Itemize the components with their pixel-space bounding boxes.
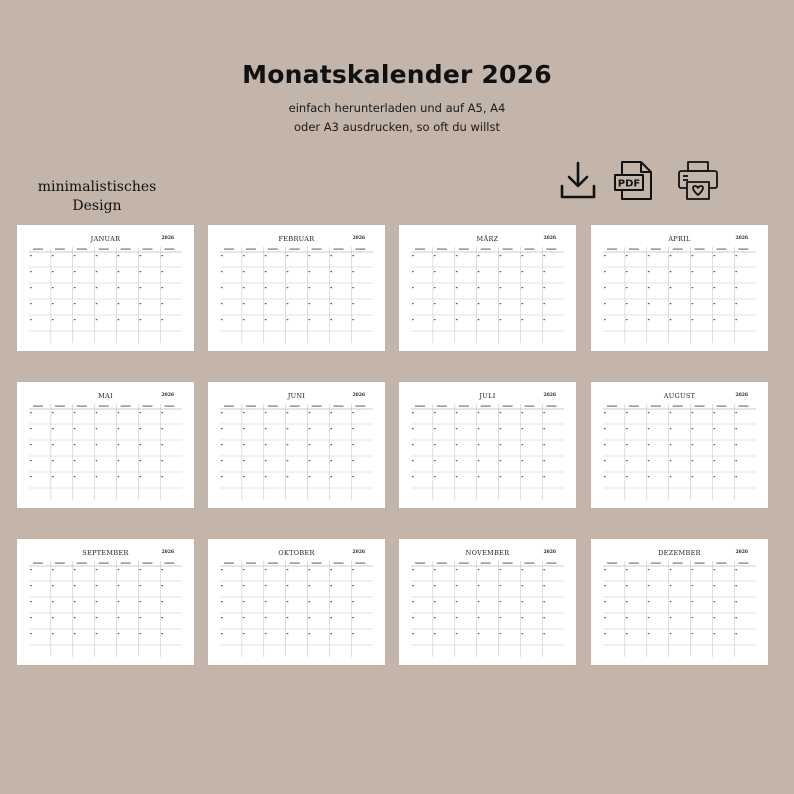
year-label: 2026: [161, 550, 174, 555]
month-title: JUNI: [287, 392, 306, 400]
year-label: 2026: [352, 393, 365, 398]
month-title: APRIL: [668, 235, 691, 243]
calendar-card: [208, 225, 385, 351]
calendar-card: [591, 382, 768, 508]
year-label: 2026: [543, 550, 556, 555]
calendar-card: [17, 225, 194, 351]
year-label: 2026: [735, 393, 748, 398]
month-title: AUGUST: [663, 392, 696, 400]
month-grid: [220, 402, 375, 502]
month-title: MAI: [98, 392, 113, 400]
year-label: 2026: [735, 236, 748, 241]
month-grid: [603, 402, 758, 502]
month-title: JULI: [479, 392, 496, 400]
year-label: 2026: [735, 550, 748, 555]
download-icon: [558, 160, 598, 202]
tagline: [22, 178, 172, 216]
month-grid: [411, 245, 566, 345]
month-grid: [29, 402, 184, 502]
pdf-label: PDF: [617, 178, 641, 190]
calendar-card: [17, 382, 194, 508]
calendar-card: [208, 539, 385, 665]
printer-heart-icon: [676, 160, 720, 202]
month-title: FEBRUAR: [278, 235, 315, 243]
calendar-card: [208, 382, 385, 508]
year-label: 2026: [543, 236, 556, 241]
month-title: DEZEMBER: [658, 549, 701, 557]
month-title: OKTOBER: [278, 549, 315, 557]
calendar-card: [591, 225, 768, 351]
month-title: NOVEMBER: [465, 549, 510, 557]
month-grid: [220, 245, 375, 345]
subtitle-line-2: oder A3 ausdrucken, so oft du willst: [294, 120, 500, 134]
month-grid: [411, 402, 566, 502]
calendar-card: [399, 539, 576, 665]
month-grid: [29, 245, 184, 345]
month-grid: [220, 559, 375, 659]
year-label: 2026: [352, 550, 365, 555]
month-grid: [603, 245, 758, 345]
month-grid: [603, 559, 758, 659]
month-title: JANUAR: [90, 235, 121, 243]
year-label: 2026: [352, 236, 365, 241]
month-title: MÄRZ: [476, 235, 499, 243]
calendar-card: [399, 382, 576, 508]
year-label: 2026: [161, 393, 174, 398]
calendar-card: [17, 539, 194, 665]
calendar-card: [399, 225, 576, 351]
calendar-card: [591, 539, 768, 665]
month-title: SEPTEMBER: [82, 549, 129, 557]
year-label: 2026: [161, 236, 174, 241]
month-grid: [411, 559, 566, 659]
subtitle-line-1: einfach herunterladen und auf A5, A4: [288, 101, 506, 115]
page-title: Monatskalender 2026: [242, 60, 552, 89]
year-label: 2026: [543, 393, 556, 398]
pdf-file-icon: [613, 160, 655, 202]
tagline-line-2: Design: [72, 198, 122, 214]
month-grid: [29, 559, 184, 659]
tagline-line-1: minimalistisches: [37, 179, 157, 195]
